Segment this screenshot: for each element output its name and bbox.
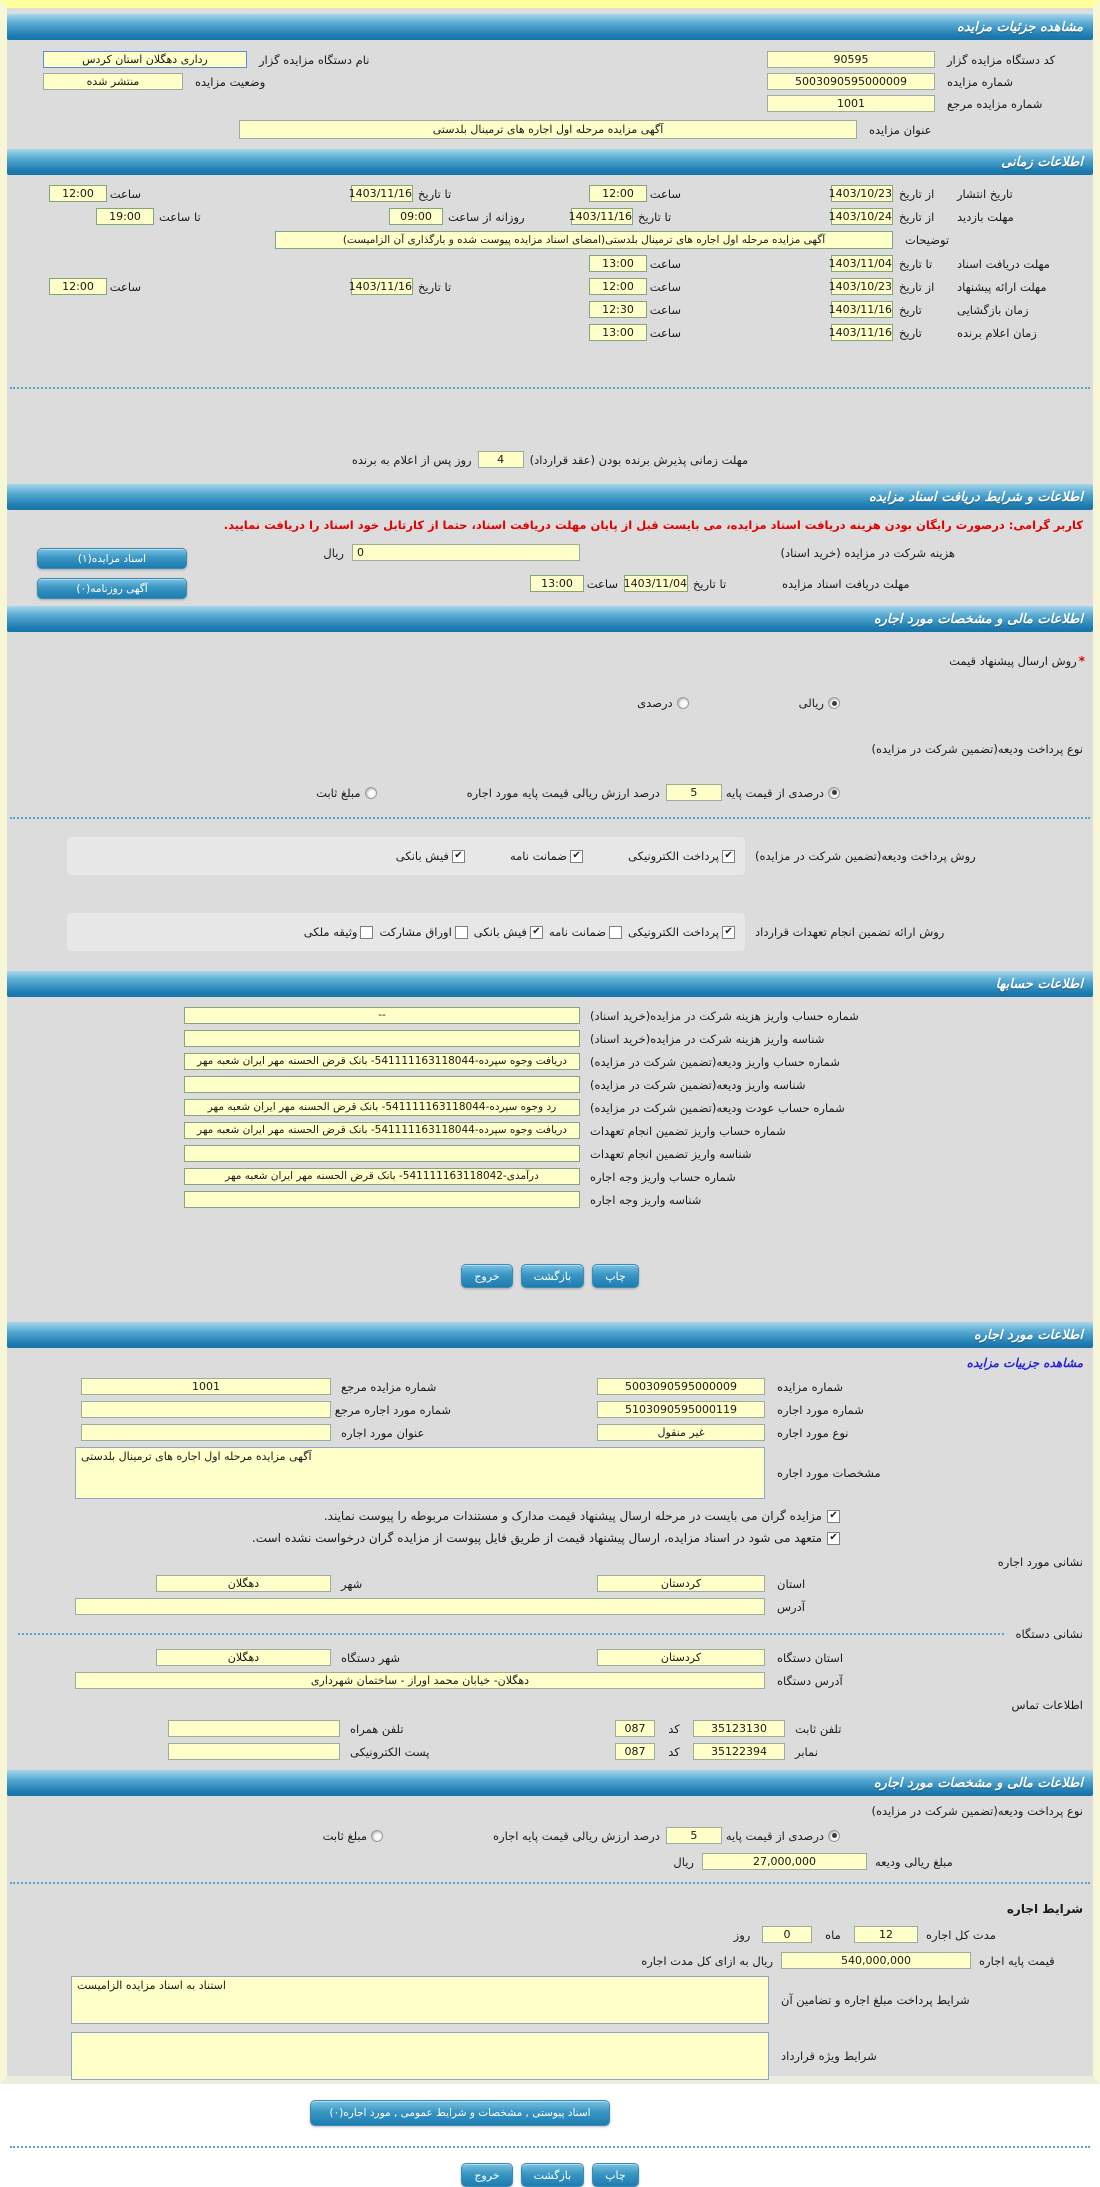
- offer-to-time-input[interactable]: 12:00: [49, 278, 107, 295]
- item-specs-label: مشخصات مورد اجاره: [777, 1466, 881, 1480]
- address-row: [7, 1598, 1093, 1615]
- contact-title: اطلاعات تماس: [1011, 1698, 1083, 1712]
- account-label: شناسه واریز ودیعه(تضمین شرکت در مزایده): [590, 1077, 806, 1092]
- section-header-financial2: [7, 1770, 1093, 1796]
- account-row: [7, 1122, 1093, 1139]
- deposit-pay-method-row: [7, 837, 1093, 875]
- docs-deadline-date-input[interactable]: 1403/11/04: [623, 577, 687, 590]
- city-input[interactable]: دهگلان: [156, 1575, 331, 1592]
- opening-date-label: تاریخ: [899, 302, 922, 317]
- attachments-button[interactable]: اسناد پیوستی , مشخصات و شرایط عمومی , مورد اجاره(۰): [310, 2100, 610, 2126]
- base-price-label: قیمت پایه اجاره: [979, 1953, 1055, 1968]
- price-method-options-row: [7, 696, 1093, 710]
- account-input[interactable]: [184, 1076, 580, 1093]
- attach-note2-checkbox[interactable]: [827, 1532, 840, 1545]
- account-input[interactable]: --: [184, 1007, 580, 1024]
- docs-section: [7, 518, 1093, 595]
- opening-date-input[interactable]: 1403/11/16: [828, 303, 892, 316]
- bank-slip-label: فیش بانکی: [395, 849, 449, 863]
- account-label: شناسه واریز هزینه شرکت در مزایده(خرید اسناد): [590, 1031, 825, 1046]
- auction-number-row: [7, 73, 1093, 90]
- publish-from-label: از تاریخ: [899, 186, 935, 201]
- publish-to-date-input[interactable]: 1403/11/16: [348, 187, 412, 200]
- accounts-title: اطلاعات حسابها: [995, 976, 1083, 992]
- cg-bonds-checkbox[interactable]: [455, 926, 468, 939]
- lease-months-input[interactable]: 12: [854, 1926, 918, 1943]
- fee-unit-label: ریال: [323, 545, 344, 560]
- publish-date-row: [7, 185, 1093, 202]
- publish-from-date-input[interactable]: 1403/10/23: [828, 187, 892, 200]
- attach-note1-label: مزایده گران می بایست در مرحله ارسال پیشنهاد قیمت مدارک و مستندات مربوطه را پیوست نمایند.: [323, 1509, 822, 1523]
- bank-slip-option[interactable]: [396, 849, 465, 863]
- deposit-amount-input[interactable]: 27,000,000: [702, 1853, 867, 1870]
- cg-guarantee-letter-checkbox[interactable]: [609, 926, 622, 939]
- payment-terms-row: [7, 1976, 1093, 2024]
- deposit-unit-label: ریال: [673, 1854, 694, 1869]
- winner-time-input[interactable]: 13:00: [589, 324, 647, 341]
- publish-to-time-input[interactable]: 12:00: [49, 185, 107, 202]
- deposit-amount-label: مبلغ ریالی ودیعه: [875, 1854, 953, 1869]
- attach-note1-row: [7, 1509, 1093, 1523]
- address-input[interactable]: [75, 1598, 765, 1615]
- cg-epay-label: پرداخت الکترونیکی: [628, 925, 719, 939]
- email-label: پست الکترونیکی: [350, 1744, 430, 1759]
- item-type-label: نوع مورد اجاره: [777, 1425, 849, 1440]
- details-link-row: [7, 1356, 1093, 1370]
- city-label: شهر: [341, 1576, 363, 1591]
- divider: [10, 2146, 1090, 2148]
- percent-radio[interactable]: [677, 697, 689, 709]
- rental-auction-no-label: شماره مزایده: [777, 1379, 843, 1394]
- opening-hour-label: ساعت: [649, 302, 681, 317]
- agency-code-label: کد دستگاه مزایده گزار: [947, 52, 1056, 67]
- offer-to-label: تا تاریخ: [418, 279, 452, 294]
- rial-radio-label: ریالی: [798, 696, 824, 710]
- publish-from-time-input[interactable]: 12:00: [589, 185, 647, 202]
- doc-deadline-time-input[interactable]: 13:00: [589, 255, 647, 272]
- fixed-amount-radio[interactable]: [365, 787, 377, 799]
- epay-checkbox[interactable]: [722, 850, 735, 863]
- deposit-pay-method-band: [67, 837, 745, 875]
- account-row: [7, 1099, 1093, 1116]
- doc-deadline-row: [7, 255, 1093, 272]
- lease-terms-title: شرایط اجاره: [1006, 1902, 1083, 1916]
- publish-to-hour-label: ساعت: [109, 186, 141, 201]
- account-input[interactable]: [184, 1145, 580, 1162]
- docs-warning-text: کاربر گرامی: درصورت رایگان بودن هزینه دریافت اسناد مزایده، می بایست قبل از پایان مهلت دریافت اسناد، حتما از کارتابل خود اسناد را دریافت نمایید.: [223, 518, 1083, 532]
- auction-documents-button[interactable]: اسناد مزایده(۱): [37, 548, 187, 569]
- rental-ref-no-label: شماره مزایده مرجع: [341, 1379, 437, 1394]
- offer-deadline-row: [7, 278, 1093, 295]
- account-row: [7, 1007, 1093, 1024]
- publish-label: تاریخ انتشار: [957, 186, 1013, 201]
- opening-time-input[interactable]: 12:30: [589, 301, 647, 318]
- rial-radio[interactable]: [828, 697, 840, 709]
- email-input[interactable]: [168, 1743, 340, 1760]
- base-price-input[interactable]: 540,000,000: [781, 1952, 971, 1969]
- cg-bank-slip-option[interactable]: [474, 925, 543, 939]
- section-header-accounts: [7, 971, 1093, 997]
- offer-from-time-input[interactable]: 12:00: [589, 278, 647, 295]
- section-header-docs: [7, 484, 1093, 510]
- acceptance-row: [7, 451, 1093, 468]
- item-specs-row: [7, 1447, 1093, 1499]
- visit-daily-from-input[interactable]: 09:00: [389, 208, 443, 225]
- fee-label: هزینه شرکت در مزایده (خرید اسناد): [780, 545, 955, 560]
- special-terms-textarea[interactable]: [71, 2032, 769, 2080]
- rental-address-title: نشانی مورد اجاره: [997, 1555, 1083, 1569]
- section-header-timing: [7, 149, 1093, 175]
- fax-label: نمابر: [795, 1744, 818, 1759]
- account-label: شماره حساب واریز وجه اجاره: [590, 1169, 736, 1184]
- bank-slip-checkbox[interactable]: [452, 850, 465, 863]
- agency-province-city-row: [7, 1649, 1093, 1666]
- payment-terms-label: شرایط پرداخت مبلغ اجاره و تضامین آن: [781, 1993, 970, 2007]
- winner-hour-label: ساعت: [649, 325, 681, 340]
- divider: [10, 387, 1090, 389]
- offer-to-date-input[interactable]: 1403/11/16: [348, 280, 412, 293]
- province-city-row: [7, 1575, 1093, 1592]
- attach-note1-checkbox[interactable]: [827, 1510, 840, 1523]
- fixed-amount-label: مبلغ ثابت: [316, 785, 361, 800]
- status-input[interactable]: منتشر شده: [43, 73, 183, 90]
- item-no-label: شماره مورد اجاره: [777, 1402, 864, 1417]
- item-title-input[interactable]: [81, 1424, 331, 1441]
- account-label: شناسه واریز تضمین انجام تعهدات: [590, 1146, 752, 1161]
- item-ref-label: شماره مورد اجاره مرجع: [334, 1402, 451, 1417]
- docs-deadline-hour-label: ساعت: [586, 576, 618, 591]
- publish-from-hour-label: ساعت: [649, 186, 681, 201]
- percent-value-input[interactable]: 5: [666, 784, 722, 801]
- print-button[interactable]: چاپ: [592, 2163, 639, 2187]
- percent-suffix-label: درصد ارزش ریالی قیمت پایه مورد اجاره: [466, 785, 660, 800]
- contract-guarantee-row: [7, 913, 1093, 951]
- item-title-label: عنوان مورد اجاره: [341, 1425, 425, 1440]
- account-row: [7, 1168, 1093, 1185]
- cg-epay-checkbox[interactable]: [722, 926, 735, 939]
- agency-code-input[interactable]: 90595: [767, 51, 935, 68]
- section-header-financial1: [7, 606, 1093, 632]
- special-terms-row: [7, 2032, 1093, 2080]
- visit-daily-label: روزانه از ساعت: [448, 209, 525, 224]
- auction-title-input[interactable]: آگهی مزایده مرحله اول اجاره های ترمینال بلدستی: [239, 120, 857, 139]
- mobile-input[interactable]: [168, 1720, 340, 1737]
- offer-label: مهلت ارائه پیشنهاد: [957, 279, 1047, 294]
- winner-label: زمان اعلام برنده: [957, 325, 1037, 340]
- fee-input[interactable]: 0: [352, 544, 580, 561]
- auction-title-row: [7, 120, 1093, 139]
- offer-from-hour-label: ساعت: [649, 279, 681, 294]
- doc-deadline-to-label: تا تاریخ: [899, 256, 933, 271]
- exit-button[interactable]: خروج: [461, 2163, 512, 2187]
- guarantee-letter-option[interactable]: [510, 849, 583, 863]
- docs-deadline-label: مهلت دریافت اسناد مزایده: [782, 576, 910, 591]
- visit-label: مهلت بازدید: [957, 209, 1014, 224]
- agency-province-input[interactable]: کردستان: [597, 1649, 765, 1666]
- base-price-row: [7, 1952, 1093, 1969]
- phone-label: تلفن ثابت: [795, 1721, 842, 1736]
- required-star: *: [1078, 654, 1085, 668]
- agency-address-row: [7, 1672, 1093, 1689]
- visit-to-date-input[interactable]: 1403/11/16: [568, 210, 632, 223]
- account-input[interactable]: رد وجوه سپرده-541111163118044- بانک قرض الحسنه مهر ایران شعبه مهر: [184, 1099, 580, 1116]
- percent-base2-label: درصدی از قیمت پایه: [725, 1828, 824, 1843]
- guarantee-letter-checkbox[interactable]: [570, 850, 583, 863]
- mobile-label: تلفن همراه: [350, 1721, 404, 1736]
- province-input[interactable]: کردستان: [597, 1575, 765, 1592]
- agency-city-label: شهر دستگاه: [341, 1650, 401, 1665]
- offer-to-hour-label: ساعت: [109, 279, 141, 294]
- docs-deadline-time-input[interactable]: 13:00: [530, 575, 584, 592]
- auction-number-input[interactable]: 5003090595000009: [767, 73, 935, 90]
- fax-code-input[interactable]: 087: [615, 1743, 655, 1760]
- financial2-title: اطلاعات مالی و مشخصات مورد اجاره: [873, 1775, 1083, 1791]
- notes-label: توضیحات: [905, 233, 950, 247]
- rental-auction-no-row: [7, 1378, 1093, 1395]
- newspaper-ad-button[interactable]: آگهی روزنامه(۰): [37, 578, 187, 599]
- agency-address-title: نشانی دستگاه: [1015, 1627, 1083, 1641]
- account-input[interactable]: دریافت وجوه سپرده-541111163118044- بانک قرض الحسنه مهر ایران شعبه مهر: [184, 1122, 580, 1139]
- back-button[interactable]: بازگشت: [521, 2163, 585, 2187]
- agency-address-divider-row: [7, 1627, 1093, 1641]
- winner-date-label: تاریخ: [899, 325, 922, 340]
- cg-epay-option[interactable]: [628, 925, 735, 939]
- visit-to-label: تا تاریخ: [638, 209, 672, 224]
- acceptance-days-input[interactable]: 4: [478, 451, 524, 468]
- deposit-pay-method-label: روش پرداخت ودیعه(تضمین شرکت در مزایده): [755, 849, 976, 863]
- epay-option[interactable]: [628, 849, 735, 863]
- doc-deadline-label: مهلت دریافت اسناد: [957, 256, 1050, 271]
- cg-bonds-label: اوراق مشارکت: [379, 925, 452, 939]
- print-button[interactable]: چاپ: [592, 1264, 639, 1288]
- phone-code-input[interactable]: 087: [615, 1720, 655, 1737]
- agency-address-label: آدرس دستگاه: [777, 1673, 843, 1688]
- percent-base2-radio[interactable]: [828, 1830, 840, 1842]
- account-row: [7, 1076, 1093, 1093]
- view-auction-details-link[interactable]: مشاهده جزییات مزایده: [966, 1356, 1083, 1370]
- fixed-amount2-radio[interactable]: [371, 1830, 383, 1842]
- notes-row: [7, 231, 1093, 249]
- deposit-type-label: نوع پرداخت ودیعه(تضمین شرکت در مزایده): [871, 742, 1083, 756]
- percent-base-radio[interactable]: [828, 787, 840, 799]
- rental-auction-no-input[interactable]: 5003090595000009: [597, 1378, 765, 1395]
- ref-number-row: [7, 95, 1093, 112]
- attach-note2-row: [7, 1531, 1093, 1545]
- months-unit-label: ماه: [825, 1927, 841, 1942]
- special-terms-label: شرایط ویژه قرارداد: [781, 2049, 877, 2063]
- agency-city-input[interactable]: دهگلان: [156, 1649, 331, 1666]
- account-input[interactable]: [184, 1191, 580, 1208]
- docs-deadline-to-label: تا تاریخ: [693, 576, 727, 591]
- visit-until-label: تا ساعت: [159, 209, 201, 224]
- days-unit-label: روز: [733, 1927, 751, 1942]
- contract-guarantee-label: روش ارائه تضمین انجام تعهدات قرارداد: [755, 925, 945, 939]
- price-method-row: [7, 654, 1093, 668]
- winner-time-row: [7, 324, 1093, 341]
- opening-time-row: [7, 301, 1093, 318]
- percent-base-label: درصدی از قیمت پایه: [725, 785, 824, 800]
- phone-input[interactable]: 35123130: [693, 1720, 785, 1737]
- fixed-amount2-label: مبلغ ثابت: [322, 1828, 368, 1843]
- back-button[interactable]: بازگشت: [521, 1264, 585, 1288]
- ref-number-label: شماره مزایده مرجع: [947, 96, 1043, 111]
- account-row: [7, 1191, 1093, 1208]
- doc-deadline-date-input[interactable]: 1403/11/04: [828, 257, 892, 270]
- agency-address-input[interactable]: دهگلان- خیابان محمد اوراز - ساختمان شهرداری: [75, 1672, 765, 1689]
- timing-title: اطلاعات زمانی: [1001, 154, 1083, 170]
- account-input[interactable]: [184, 1030, 580, 1047]
- section-header-view-details: [7, 14, 1093, 40]
- agency-name-label: نام دستگاه مزایده گزار: [259, 52, 370, 67]
- deposit-percent2-row: [7, 1827, 1093, 1844]
- account-row: [7, 1145, 1093, 1162]
- page-title: مشاهده جزئیات مزایده: [956, 19, 1083, 35]
- deposit-type2-label: نوع پرداخت ودیعه(تضمین شرکت در مزایده): [871, 1804, 1083, 1818]
- phone-row: [7, 1720, 1093, 1737]
- cg-bank-slip-checkbox[interactable]: [530, 926, 543, 939]
- fax-row: [7, 1743, 1093, 1760]
- agency-province-label: استان دستگاه: [777, 1650, 844, 1665]
- doc-deadline-hour-label: ساعت: [649, 256, 681, 271]
- status-label: وضعیت مزایده: [195, 74, 266, 89]
- notes-input[interactable]: آگهی مزایده مرحله اول اجاره های ترمینال بلدستی(امضای اسناد مزایده پیوست شده و بارگذاری آن الزامیست): [275, 231, 893, 249]
- guarantee-letter-label: ضمانت نامه: [509, 849, 568, 863]
- winner-date-input[interactable]: 1403/11/16: [828, 326, 892, 339]
- cg-bank-slip-label: فیش بانکی: [473, 925, 527, 939]
- rental-ref-no-input[interactable]: 1001: [81, 1378, 331, 1395]
- base-price-suffix-label: ریال به ازای کل مدت اجاره: [641, 1953, 773, 1968]
- fax-input[interactable]: 35122394: [693, 1743, 785, 1760]
- financial1-title: اطلاعات مالی و مشخصات مورد اجاره: [873, 611, 1083, 627]
- account-input[interactable]: درآمدی-541111163118042- بانک قرض الحسنه مهر ایران شعبه مهر: [184, 1168, 580, 1185]
- rental-title: اطلاعات مورد اجاره: [973, 1327, 1083, 1343]
- item-type-row: [7, 1424, 1093, 1441]
- account-label: شناسه واریز وجه اجاره: [590, 1192, 702, 1207]
- auction-title-label: عنوان مزایده: [869, 122, 932, 137]
- item-no-row: [7, 1401, 1093, 1418]
- payment-terms-textarea[interactable]: استناد به اسناد مزایده الزامیست: [71, 1976, 769, 2024]
- top-actions-row: [7, 1264, 1093, 1288]
- docs-title: اطلاعات و شرایط دریافت اسناد مزایده: [868, 489, 1083, 505]
- divider: [10, 1882, 1090, 1884]
- epay-label: پرداخت الکترونیکی: [628, 849, 719, 863]
- deposit-percent-row: [7, 784, 1093, 801]
- account-label: شماره حساب واریز تضمین انجام تعهدات: [590, 1123, 786, 1138]
- deposit-amount-row: [7, 1853, 1093, 1870]
- agency-name-input[interactable]: رداری دهگلان استان کردس: [43, 51, 247, 68]
- opening-label: زمان بازگشایی: [957, 302, 1029, 317]
- account-row: [7, 1053, 1093, 1070]
- cg-bonds-option[interactable]: [379, 925, 467, 939]
- acceptance-label: مهلت زمانی پذیرش برنده بودن (عقد قرارداد): [529, 452, 749, 467]
- acceptance-suffix: روز پس از اعلام به برنده: [351, 452, 472, 467]
- attach-note2-label: متعهد می شود در اسناد مزایده، ارسال پیشنهاد قیمت از طریق فایل پیوست از مزایده گران درخواست نشده است.: [251, 1531, 822, 1545]
- cg-property-label: وثیقه ملکی: [303, 925, 358, 939]
- address-label: آدرس: [777, 1599, 805, 1614]
- exit-button[interactable]: خروج: [461, 1264, 512, 1288]
- percent-suffix2-label: درصد ارزش ریالی قیمت پایه اجاره: [493, 1828, 660, 1843]
- visit-from-label: از تاریخ: [899, 209, 935, 224]
- item-ref-input[interactable]: [81, 1401, 331, 1418]
- cg-guarantee-letter-label: ضمانت نامه: [548, 925, 607, 939]
- item-no-input[interactable]: 5103090595000119: [597, 1401, 765, 1418]
- agency-row: [7, 51, 1093, 68]
- bottom-actions-row: [7, 2163, 1093, 2187]
- section-header-rental: [7, 1322, 1093, 1348]
- publish-to-label: تا تاریخ: [418, 186, 452, 201]
- account-input[interactable]: دریافت وجوه سپرده-541111163118044- بانک قرض الحسنه مهر ایران شعبه مهر: [184, 1053, 580, 1070]
- auction-number-label: شماره مزایده: [947, 74, 1013, 89]
- price-method-label: روش ارسال پیشنهاد قیمت: [949, 654, 1077, 668]
- divider: [10, 817, 1090, 819]
- contract-guarantee-band: [67, 913, 745, 951]
- percent-value2-input[interactable]: 5: [666, 1827, 722, 1844]
- item-specs-textarea[interactable]: آگهی مزایده مرحله اول اجاره های ترمینال بلدستی: [75, 1447, 765, 1499]
- phone-code-label: کد: [668, 1721, 680, 1736]
- cg-property-checkbox[interactable]: [360, 926, 373, 939]
- lease-duration-label: مدت کل اجاره: [926, 1927, 996, 1942]
- fax-code-label: کد: [668, 1744, 680, 1759]
- divider: [18, 1633, 1004, 1635]
- account-label: شماره حساب عودت ودیعه(تضمین شرکت در مزایده): [590, 1100, 845, 1115]
- percent-radio-label: درصدی: [637, 696, 673, 710]
- item-type-input[interactable]: غیر منقول: [597, 1424, 765, 1441]
- province-label: استان: [777, 1576, 806, 1591]
- offer-from-label: از تاریخ: [899, 279, 935, 294]
- account-label: شماره حساب واریز ودیعه(تضمین شرکت در مزایده): [590, 1054, 840, 1069]
- account-row: [7, 1030, 1093, 1047]
- lease-days-input[interactable]: 0: [762, 1926, 812, 1943]
- visit-from-date-input[interactable]: 1403/10/24: [828, 210, 892, 223]
- lease-duration-row: [7, 1926, 1093, 1943]
- visit-deadline-row: [7, 208, 1093, 225]
- account-label: شماره حساب واریز هزینه شرکت در مزایده(خرید اسناد): [590, 1008, 859, 1023]
- ref-number-input[interactable]: 1001: [767, 95, 935, 112]
- offer-from-date-input[interactable]: 1403/10/23: [828, 280, 892, 293]
- cg-guarantee-letter-option[interactable]: [549, 925, 622, 939]
- cg-property-option[interactable]: [304, 925, 374, 939]
- visit-daily-to-input[interactable]: 19:00: [96, 208, 154, 225]
